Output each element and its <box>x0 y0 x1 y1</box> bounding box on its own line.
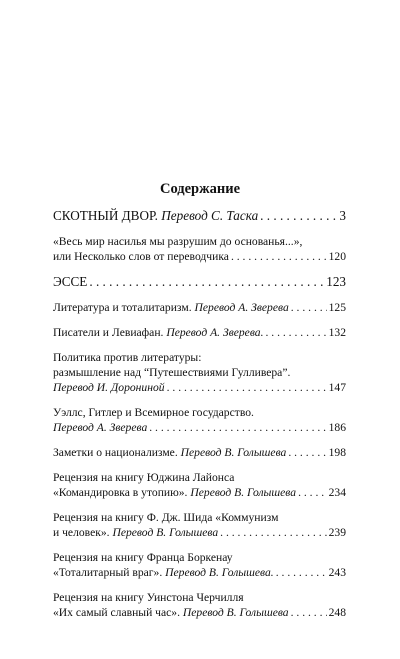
page-title: Содержание <box>159 181 241 197</box>
page-number: 234 <box>328 486 346 499</box>
dot-leader <box>220 525 326 540</box>
table-of-contents <box>53 208 346 630</box>
toc-entry <box>53 590 346 620</box>
entry-title: Литература и тоталитаризм. <box>53 301 192 314</box>
toc-entry <box>53 274 346 290</box>
toc-entry <box>53 350 346 395</box>
toc-entry-line <box>53 380 346 395</box>
translator-credit: Перевод А. Зверева <box>53 421 148 434</box>
translator-credit: Перевод В. Голышева <box>112 526 219 539</box>
entry-title: Рецензия на книгу Юджина Лайонса <box>53 471 235 484</box>
toc-entry-line <box>53 470 346 485</box>
dot-leader <box>231 249 327 264</box>
dot-leader <box>291 300 327 315</box>
toc-entry-line <box>53 249 346 264</box>
dot-leader <box>89 274 324 290</box>
entry-title: Рецензия на книгу Франца Боркенау <box>53 551 233 564</box>
translator-credit: Перевод И. Дорониной <box>53 381 165 394</box>
entry-title: Заметки о национализме. <box>53 446 178 459</box>
page-number: 123 <box>326 274 346 289</box>
translator-credit: Перевод В. Голышева. <box>165 566 274 579</box>
toc-entry <box>53 325 346 340</box>
toc-entry-line <box>53 510 346 525</box>
entry-title: Политика против литературы: <box>53 351 202 364</box>
toc-entry-line <box>53 300 346 315</box>
toc-entry-line <box>53 485 346 500</box>
translator-credit: Перевод С. Таска <box>161 208 259 223</box>
page-number: 186 <box>328 421 346 434</box>
dot-leader <box>149 420 326 435</box>
dot-leader <box>265 325 326 340</box>
entry-title: и человек». <box>53 526 110 539</box>
toc-entry <box>53 208 346 224</box>
toc-entry-line <box>53 405 346 420</box>
toc-entry-line <box>53 565 346 580</box>
page-number: 248 <box>328 606 346 619</box>
entry-title: Рецензия на книгу Уинстона Черчилля <box>53 591 244 604</box>
toc-entry <box>53 470 346 500</box>
entry-title: «Весь мир насилья мы разрушим до основанья...», <box>53 235 303 248</box>
toc-entry-line <box>53 234 346 249</box>
dot-leader <box>298 485 327 500</box>
toc-entry-line <box>53 420 346 435</box>
translator-credit: Перевод В. Голышева <box>190 486 297 499</box>
entry-title: Рецензия на книгу Ф. Дж. Шида «Коммунизм <box>53 511 279 524</box>
toc-entry <box>53 405 346 435</box>
toc-entry-line <box>53 605 346 620</box>
page-number: 120 <box>328 250 346 263</box>
toc-entry-line <box>53 550 346 565</box>
toc-entry <box>53 550 346 580</box>
entry-title: СКОТНЫЙ ДВОР. <box>53 208 158 223</box>
toc-entry <box>53 510 346 540</box>
dot-leader <box>288 445 326 460</box>
translator-credit: Перевод А. Зверева <box>194 301 289 314</box>
entry-title: или Несколько слов от переводчика <box>53 250 229 263</box>
entry-title: «Тоталитарный враг». <box>53 566 163 579</box>
entry-title: «Командировка в утопию». <box>53 486 188 499</box>
toc-entry <box>53 300 346 315</box>
dot-leader <box>276 565 327 580</box>
toc-entry-line <box>53 325 346 340</box>
dot-leader <box>167 380 327 395</box>
page-number: 125 <box>328 301 346 314</box>
page-number: 243 <box>328 566 346 579</box>
toc-entry <box>53 234 346 264</box>
dot-leader <box>260 208 337 224</box>
entry-title: ЭССЕ <box>53 274 88 289</box>
page-number: 132 <box>328 326 346 339</box>
translator-credit: Перевод А. Зверева. <box>166 326 264 339</box>
entry-title: Писатели и Левиафан. <box>53 326 164 339</box>
translator-credit: Перевод В. Голышева <box>180 446 287 459</box>
toc-entry-line <box>53 590 346 605</box>
toc-entry-line <box>53 365 346 380</box>
toc-entry-line <box>53 350 346 365</box>
entry-title: размышление над “Путешествиями Гулливера”. <box>53 366 291 379</box>
page-number: 3 <box>339 208 346 223</box>
page-number: 147 <box>328 381 346 394</box>
toc-entry-line <box>53 445 346 460</box>
toc-entry-line <box>53 525 346 540</box>
translator-credit: Перевод В. Голышева <box>182 606 289 619</box>
toc-entry-line <box>53 208 346 224</box>
entry-title: «Их самый славный час». <box>53 606 180 619</box>
toc-entry <box>53 445 346 460</box>
dot-leader <box>291 605 327 620</box>
entry-title: Уэллс, Гитлер и Всемирное государство. <box>53 406 254 419</box>
page-number: 198 <box>328 446 346 459</box>
page-number: 239 <box>328 526 346 539</box>
toc-entry-line <box>53 274 346 290</box>
